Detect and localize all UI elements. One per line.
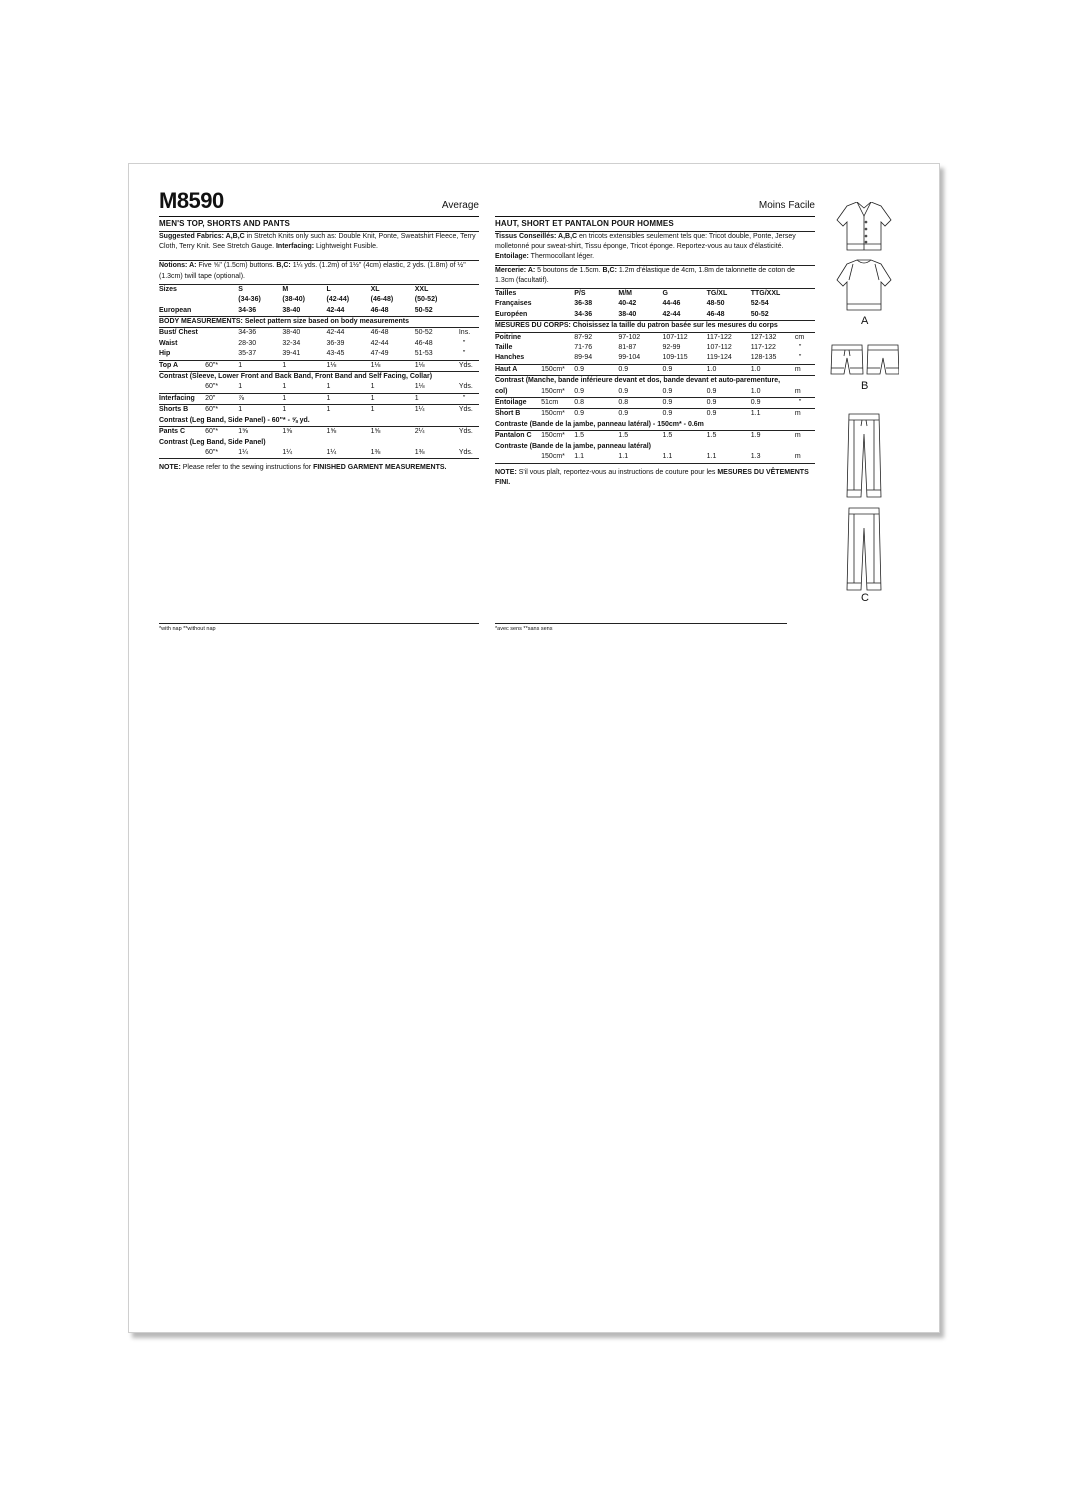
note-label: NOTE: (159, 464, 181, 472)
european-cell: 46-48 (371, 306, 415, 317)
body-cell: 39-41 (282, 349, 326, 360)
body-row (495, 332, 815, 343)
body-heading-row (495, 321, 815, 332)
body-cell: 71-76 (574, 344, 593, 352)
body-cell: 109-115 (662, 353, 706, 364)
yardage-cell: 1 (238, 360, 282, 371)
sizes-row (159, 284, 479, 295)
size-range-cell: (42-44) (326, 296, 350, 304)
sizes-label: Sizes (159, 284, 205, 295)
body-cell: 117-122 (706, 333, 732, 341)
notions-text-bc: 1¼ yds. (1.2m) of 1½" (4cm) elastic, 2 yds. (1.8m) of ½" (1.3cm) twill tape (optional). (159, 262, 466, 280)
view-label: col) (495, 387, 541, 398)
size-cell: L (326, 284, 370, 295)
unit-cell: m (795, 387, 815, 398)
size-range-cell: (50-52) (414, 296, 438, 304)
difficulty-label: Average (441, 200, 479, 211)
size-cell: XL (371, 284, 415, 295)
yardage-cell: 0.9 (662, 398, 706, 409)
yardage-cell: 1.5 (574, 432, 584, 440)
yardage-cell: 1.0 (707, 364, 751, 375)
interfacing-label: Entoilage: (495, 253, 529, 261)
shorts-contrast: Contrast (Leg Band, Side Panel) - 60"* - ⅝ yd. (159, 416, 479, 427)
body-cell: 38-40 (282, 329, 301, 337)
european-cell: 38-40 (282, 306, 326, 317)
yardage-cell: 1 (282, 382, 326, 393)
notions-label: Mercerie: A: (495, 266, 536, 274)
yardage-cell: 0.9 (618, 364, 662, 375)
yardage-cell: 1 (415, 393, 459, 404)
unit-cell: " (795, 398, 815, 409)
note (159, 463, 479, 473)
size-cell: TG/XL (707, 289, 751, 300)
body-cell: 47-49 (371, 349, 415, 360)
header (495, 164, 815, 216)
contrast-heading-row (495, 442, 815, 452)
yardage-cell: 1 (370, 406, 375, 414)
contrast-heading: Contraste (Bande de la jambe, panneau latéral) (495, 442, 651, 450)
body-cell: 43-45 (326, 349, 370, 360)
unit-cell: Yds. (459, 360, 479, 371)
pattern-number: M8590 (159, 188, 224, 213)
body-heading: MESURES DU CORPS: Choisissez la taille du patron basée sur les mesures du corps (495, 321, 815, 332)
yardage-table (495, 288, 815, 464)
unit-cell: " (795, 353, 815, 364)
body-row (495, 353, 815, 364)
yardage-cell: 0.9 (574, 410, 584, 418)
european-cell: 46-48 (707, 310, 751, 321)
contrast-heading: Contrast (Leg Band, Side Panel) (159, 438, 266, 446)
notions-paragraph (495, 266, 815, 286)
notions-text: Five ⅝" (1.5cm) buttons. (196, 262, 277, 270)
yardage-cell: 0.8 (618, 398, 662, 409)
yardage-cell: 1.1 (574, 452, 618, 463)
yardage-cell: 1 (326, 382, 370, 393)
note-text: S'il vous plaît, reportez-vous au instructions de couture pour les (516, 468, 718, 476)
interfacing-row (495, 398, 815, 409)
body-label: Bust/ Chest (159, 329, 198, 337)
european-cell: 42-44 (326, 306, 370, 317)
fabrics-text: in Stretch Knits only such as: Double Knit, Ponte, Sweatshirt Fleece, Terry Cloth, Terry Knit. See Stretch Gauge. (159, 233, 476, 251)
fabrics-paragraph (159, 232, 479, 252)
european-cell: 50-52 (751, 310, 795, 321)
unit-cell: m (795, 452, 815, 463)
size-range-cell: (46-48) (370, 296, 394, 304)
view-label: Haut A (495, 364, 541, 375)
unit-cell: " (459, 393, 479, 404)
fabrics-label: Tissus Conseillés: A,B,C (495, 233, 578, 240)
view-a-label: A (861, 315, 869, 327)
view-label: Pants C (159, 428, 186, 436)
yardage-cell: 1.0 (751, 387, 795, 398)
shorts-contrast-row (495, 420, 815, 431)
size-range-cell: 44-46 (662, 300, 681, 308)
body-cell: 87-92 (574, 333, 593, 341)
shorts-contrast-row (159, 416, 479, 427)
note-bold: FINISHED GARMENT MEASUREMENTS. (313, 464, 447, 472)
yardage-cell: 1 (326, 406, 331, 414)
contrast-row (495, 452, 815, 463)
fabric-width: 60"* (205, 360, 238, 371)
size-range-cell: 52-54 (750, 300, 769, 308)
contrast-heading-row (159, 438, 479, 448)
european-label: Européen (495, 310, 541, 321)
body-cell: 51-53 (415, 349, 459, 360)
view-label: Entoilage (495, 398, 541, 409)
yardage-cell: 0.9 (618, 410, 629, 418)
pants-c-row (495, 431, 815, 442)
body-cell: 28-30 (238, 339, 257, 347)
european-cell: 38-40 (618, 310, 662, 321)
yardage-cell: 1.1 (662, 452, 706, 463)
body-cell: 97-102 (618, 333, 641, 341)
unit-cell: Yds. (458, 428, 473, 436)
yardage-cell: 0.9 (574, 364, 618, 375)
unit-cell: " (459, 349, 479, 360)
yardage-cell: 1 (326, 393, 370, 404)
yardage-cell: 0.9 (662, 364, 706, 375)
contrast-heading: Contrast (Manche, bande inférieure devant et dos, bande devant et auto-parementure, (495, 377, 781, 385)
pattern-envelope-back (128, 163, 940, 1333)
pattern-title: MEN'S TOP, SHORTS AND PANTS (159, 219, 290, 228)
body-cell: 119-124 (707, 353, 751, 364)
body-cell: 99-104 (618, 353, 662, 364)
pants-front-sketch (847, 414, 881, 497)
body-cell: 34-36 (238, 329, 257, 337)
divider (495, 216, 815, 217)
notions-label-bc: B,C: (602, 266, 617, 274)
body-cell: 35-37 (238, 349, 282, 360)
body-heading-row (159, 317, 479, 328)
size-range-row (495, 299, 815, 309)
yardage-cell: 1⅛ (415, 360, 459, 371)
contrast-row (159, 448, 479, 459)
body-row (159, 349, 479, 360)
view-c-label: C (861, 592, 869, 604)
size-cell: G (662, 289, 706, 300)
shorts-front-sketch (831, 345, 863, 374)
yardage-table (159, 284, 479, 460)
fabric-width: 20" (205, 393, 238, 404)
body-label: Poitrine (495, 333, 522, 341)
size-cell: P/S (574, 289, 618, 300)
french-column (495, 164, 815, 488)
european-row (495, 310, 815, 321)
fabric-width: 150cm* (541, 432, 565, 440)
fabric-width: 150cm* (541, 387, 574, 398)
interfacing-text: Thermocollant léger. (528, 253, 595, 261)
footer-divider (495, 623, 787, 624)
shorts-back-sketch (867, 345, 899, 374)
yardage-cell: 1⅝ (282, 428, 293, 436)
fabric-width: 60"* (205, 406, 219, 414)
view-label: Pantalon C (495, 432, 532, 440)
contrast-heading-row (159, 372, 479, 383)
interfacing-label: Interfacing: (275, 243, 315, 251)
yardage-cell: 1¼ (282, 448, 326, 459)
size-cell: XXL (415, 284, 459, 295)
body-cell: 89-94 (574, 353, 618, 364)
body-cell: 42-44 (370, 339, 389, 347)
yardage-cell: 1⅛ (415, 382, 459, 393)
european-cell: 34-36 (574, 310, 618, 321)
fabric-width: 60"* (205, 448, 238, 459)
yardage-cell: ⅞ (238, 393, 282, 404)
yardage-cell: 1¼ (326, 448, 370, 459)
unit-cell: " (798, 344, 802, 352)
yardage-cell: 1 (371, 382, 415, 393)
notions-text-bc: 1.2m d'élastique de 4cm, 1.8m de talonnette de coton de 1.3cm (facultatif). (495, 266, 795, 284)
body-cell: 36-39 (326, 339, 345, 347)
yardage-cell: 0.9 (707, 398, 751, 409)
unit-cell: " (462, 339, 466, 347)
yardage-cell: 1⅜ (371, 448, 415, 459)
size-cell: M/M (618, 289, 662, 300)
unit-cell: m (794, 432, 801, 440)
yardage-cell: 1¼ (238, 448, 282, 459)
body-row (159, 339, 479, 349)
body-cell: 46-48 (414, 339, 433, 347)
notions-text: 5 boutons de 1.5cm. (535, 266, 603, 274)
body-row (159, 328, 479, 339)
fabric-width: 150cm* (541, 452, 574, 463)
yardage-cell: 1⅛ (326, 360, 370, 371)
shorts-contrast: Contraste (Bande de la jambe, panneau latéral) - 150cm* - 0.6m (495, 420, 815, 431)
yardage-cell: 1.0 (751, 364, 795, 375)
yardage-cell: 1 (238, 382, 282, 393)
footnote: *with nap **without nap (159, 626, 216, 632)
unit-cell: Ins. (458, 329, 471, 337)
body-cell: 81-87 (618, 344, 637, 352)
european-cell: 50-52 (415, 306, 459, 317)
fabric-width: 60"* (205, 428, 219, 436)
body-cell: 92-99 (662, 344, 681, 352)
body-heading: BODY MEASUREMENTS: Select pattern size based on body measurements (159, 317, 479, 328)
unit-cell: m (794, 410, 801, 418)
size-range-cell: 40-42 (618, 300, 637, 308)
sizes-label: Tailles (495, 289, 541, 300)
unit-cell: Yds. (459, 382, 479, 393)
yardage-cell: 0.9 (751, 398, 795, 409)
body-cell: 107-112 (706, 344, 732, 352)
unit-cell: m (795, 364, 815, 375)
top-a-row (495, 364, 815, 375)
yardage-cell: 1⅛ (371, 360, 415, 371)
size-range-cell: (34-36) (238, 296, 261, 304)
unit-cell: Yds. (459, 448, 479, 459)
body-label: Hip (159, 349, 205, 360)
yardage-cell: 1.1 (618, 452, 662, 463)
view-label: Short B (495, 410, 521, 418)
size-cell: M (282, 284, 326, 295)
size-cell: TTG/XXL (751, 289, 795, 300)
unit-cell: cm (794, 333, 805, 341)
yardage-cell: 1¼ (414, 406, 425, 414)
fabrics-text: en tricots extensibles seulement tels que: Tricot double, Ponte, Jersey molletonné pour sweat-shirt, Tissu éponge, Tricot éponge. Reportez-vous au taux d'élasticité. (495, 233, 796, 251)
european-cell: 34-36 (238, 306, 282, 317)
size-cell: S (238, 284, 282, 295)
yardage-cell: 2¼ (414, 428, 425, 436)
note-label: NOTE: (495, 468, 517, 476)
size-range-cell: (38-40) (282, 296, 305, 304)
european-label: European (159, 306, 205, 317)
yardage-cell: 1 (371, 393, 415, 404)
yardage-cell: 0.9 (706, 410, 717, 418)
header (159, 164, 479, 216)
yardage-cell: 1⅜ (415, 448, 459, 459)
contrast-heading-row (495, 376, 815, 387)
yardage-cell: 1⅝ (370, 428, 381, 436)
yardage-cell: 1.1 (707, 452, 751, 463)
fabric-width: 150cm* (541, 410, 565, 418)
sizes-row (495, 289, 815, 300)
body-cell: 117-122 (750, 344, 776, 352)
note-bold: MESURES DU VÊTEMENTS FINI. (495, 468, 809, 486)
body-label: Hanches (495, 353, 541, 364)
top-a-row (159, 360, 479, 371)
view-label: Interfacing (159, 393, 205, 404)
size-range-cell: 36-38 (574, 300, 593, 308)
body-row (495, 343, 815, 353)
yardage-cell: 1.5 (662, 432, 673, 440)
shorts-b-row (159, 405, 479, 416)
interfacing-text: Lightweight Fusible. (314, 243, 378, 251)
yardage-cell: 1 (238, 406, 243, 414)
pattern-title: HAUT, SHORT ET PANTALON POUR HOMMES (495, 219, 674, 228)
fabrics-label: Suggested Fabrics: A,B,C (159, 233, 245, 240)
european-cell: 42-44 (662, 310, 706, 321)
fabric-width: 51cm (541, 398, 574, 409)
body-cell: 128-135 (751, 353, 795, 364)
interfacing-row (159, 393, 479, 404)
view-label: Top A (159, 360, 205, 371)
garment-line-art (829, 202, 899, 622)
pants-c-row (159, 427, 479, 438)
difficulty-label: Moins Facile (758, 200, 815, 211)
yardage-cell: 1 (282, 360, 326, 371)
shorts-b-row (495, 409, 815, 420)
notions-paragraph (159, 261, 479, 281)
body-label: Taille (495, 344, 513, 352)
fabrics-paragraph (495, 232, 815, 263)
body-cell: 107-112 (662, 333, 688, 341)
body-cell: 50-52 (414, 329, 433, 337)
yardage-cell: 0.9 (662, 387, 706, 398)
yardage-cell: 1⅝ (326, 428, 337, 436)
body-cell: 46-48 (370, 329, 389, 337)
contrast-row (159, 382, 479, 393)
body-label: Waist (159, 339, 178, 347)
yardage-cell: 0.9 (707, 387, 751, 398)
yardage-cell: 1.5 (706, 432, 717, 440)
unit-cell: Yds. (458, 406, 473, 414)
english-column (159, 164, 479, 473)
note-text: Please refer to the sewing instructions for (180, 464, 314, 472)
european-row (159, 306, 479, 317)
fabric-width: 150cm* (541, 364, 574, 375)
contrast-heading: Contrast (Sleeve, Lower Front and Back Band, Front Band and Self Facing, Collar) (159, 373, 433, 381)
body-cell: 32-34 (282, 339, 301, 347)
yardage-cell: 1⅝ (238, 428, 248, 436)
size-range-row (159, 295, 479, 305)
footnote: *avec sens **sans sens (495, 626, 553, 632)
yardage-cell: 0.9 (618, 387, 662, 398)
note (495, 468, 815, 488)
size-range-label: Françaises (495, 300, 532, 308)
footer-divider (159, 623, 479, 624)
yardage-cell: 0.9 (574, 387, 618, 398)
yardage-cell: 1.1 (750, 410, 761, 418)
divider (159, 216, 479, 217)
pants-back-sketch (847, 508, 881, 590)
yardage-cell: 1 (282, 393, 326, 404)
shirt-back-sketch (837, 260, 891, 310)
yardage-cell: 1.5 (618, 432, 629, 440)
yardage-cell: 1.9 (750, 432, 761, 440)
view-label: Shorts B (159, 406, 189, 414)
yardage-cell: 0.9 (662, 410, 673, 418)
yardage-cell: 0.8 (574, 398, 618, 409)
fabric-width: 60"* (205, 382, 238, 393)
yardage-cell: 1.3 (751, 452, 795, 463)
body-cell: 127-132 (750, 333, 777, 341)
notions-label: Notions: A: (159, 262, 197, 270)
contrast-row (495, 387, 815, 398)
view-b-label: B (861, 380, 869, 392)
yardage-cell: 1 (282, 406, 287, 414)
garment-sketches (829, 202, 899, 622)
size-range-cell: 48-50 (706, 300, 725, 308)
shirt-front-sketch (837, 202, 891, 250)
notions-label-bc: B,C: (276, 262, 291, 270)
body-cell: 42-44 (326, 329, 345, 337)
